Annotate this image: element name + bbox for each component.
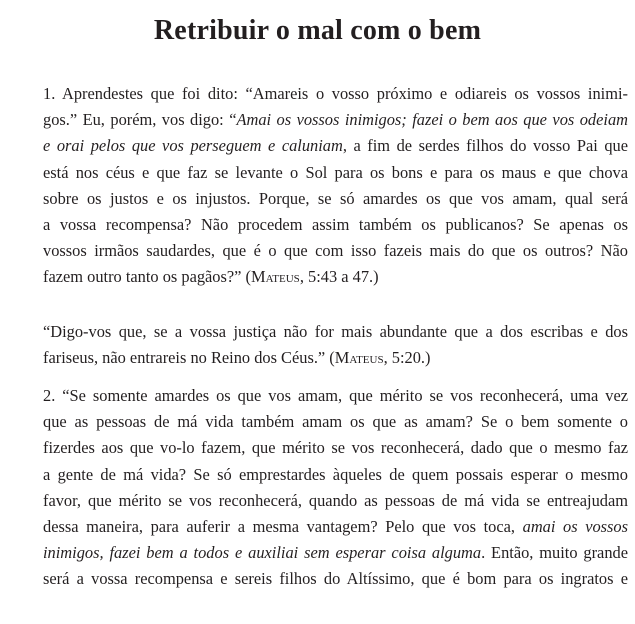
italic-text: e orai pelos que vos perseguem e caluniam [43,136,343,156]
text-line [43,319,628,345]
text-line [43,133,628,159]
text-run: fariseus, não entrareis no Reino dos Céus.” ( [43,348,335,368]
text-line [43,540,628,566]
paragraph-3 [43,383,628,593]
page-title: Retribuir o mal com o bem [153,15,482,46]
text-line [43,264,628,290]
text-run: vossos irmãos saudardes, que é o que com isso fazeis mais do que os outros? Não [43,241,628,261]
text-run: , a fim de serdes filhos do vosso Pai que [342,136,628,156]
text-run: será a vossa recompensa e sereis filhos do Altíssimo, que é bom para os ingratos e [43,569,628,589]
text-run: 1. Aprendestes que foi dito: “Amareis o vosso próximo e odiareis os vossos inimi- [43,84,628,103]
text-run: 2. “Se somente amardes os que vos amam, que mérito se vos reconhecerá, uma vez [43,386,628,405]
text-line [43,566,628,592]
small-caps-text: Mateus [251,267,300,287]
text-line [43,488,628,514]
text-line [43,212,628,238]
italic-text: inimigos, fazei bem a todos e auxiliai sem esperar coisa alguma [43,543,482,563]
text-run: está nos céus e que faz se levante o Sol para os bons e para os maus e que chova [43,162,628,182]
text-line [43,462,628,488]
text-run: a gente de má vida? Se só emprestardes àqueles de quem possais esperar o mesmo [43,464,628,484]
small-caps-text: Mateus [334,348,384,368]
text-line [43,409,628,435]
text-line [43,435,628,461]
text-line [43,107,628,133]
text-run: fizerdes aos que vo-lo fazem, que mérito se vos reconhecerá, dado que o mesmo faz [43,438,628,458]
paragraph-1 [43,81,628,291]
text-line [43,514,628,540]
text-line [43,81,628,107]
italic-text: Amai os vossos inimigos; fazei o bem aos que vos odeiam [236,110,628,130]
paragraph-2 [43,319,628,371]
text-run: “Digo-vos que, se a vossa justiça não for mais abundante que a dos escribas e dos [43,322,628,341]
text-line [43,160,628,186]
text-run: fazem outro tanto os pagãos?” ( [43,267,251,287]
text-run: dessa maneira, para auferir a mesma vantagem? Pelo que vos toca, [43,517,523,537]
text-run: que as pessoas de má vida também amam os que as amam? Se o bem somente o [43,412,628,432]
text-run: gos.” Eu, porém, vos digo: “ [43,110,237,130]
italic-text: amai os vossos [522,517,628,537]
text-line [43,345,628,371]
text-run: , 5:43 a 47.) [299,267,379,287]
text-run: , 5:20.) [383,348,431,368]
text-line [43,383,628,409]
text-run: a vossa recompensa? Não procedem assim também os publicanos? Se apenas os [43,215,628,235]
text-run: . Então, muito grande [481,543,629,563]
text-line [43,238,628,264]
text-run: sobre os justos e os injustos. Porque, se só amardes os que vos amam, qual será [43,188,628,208]
text-run: favor, que mérito se vos reconhecerá, quando as pessoas de má vida se entreajudam [43,490,628,510]
text-line [43,186,628,212]
